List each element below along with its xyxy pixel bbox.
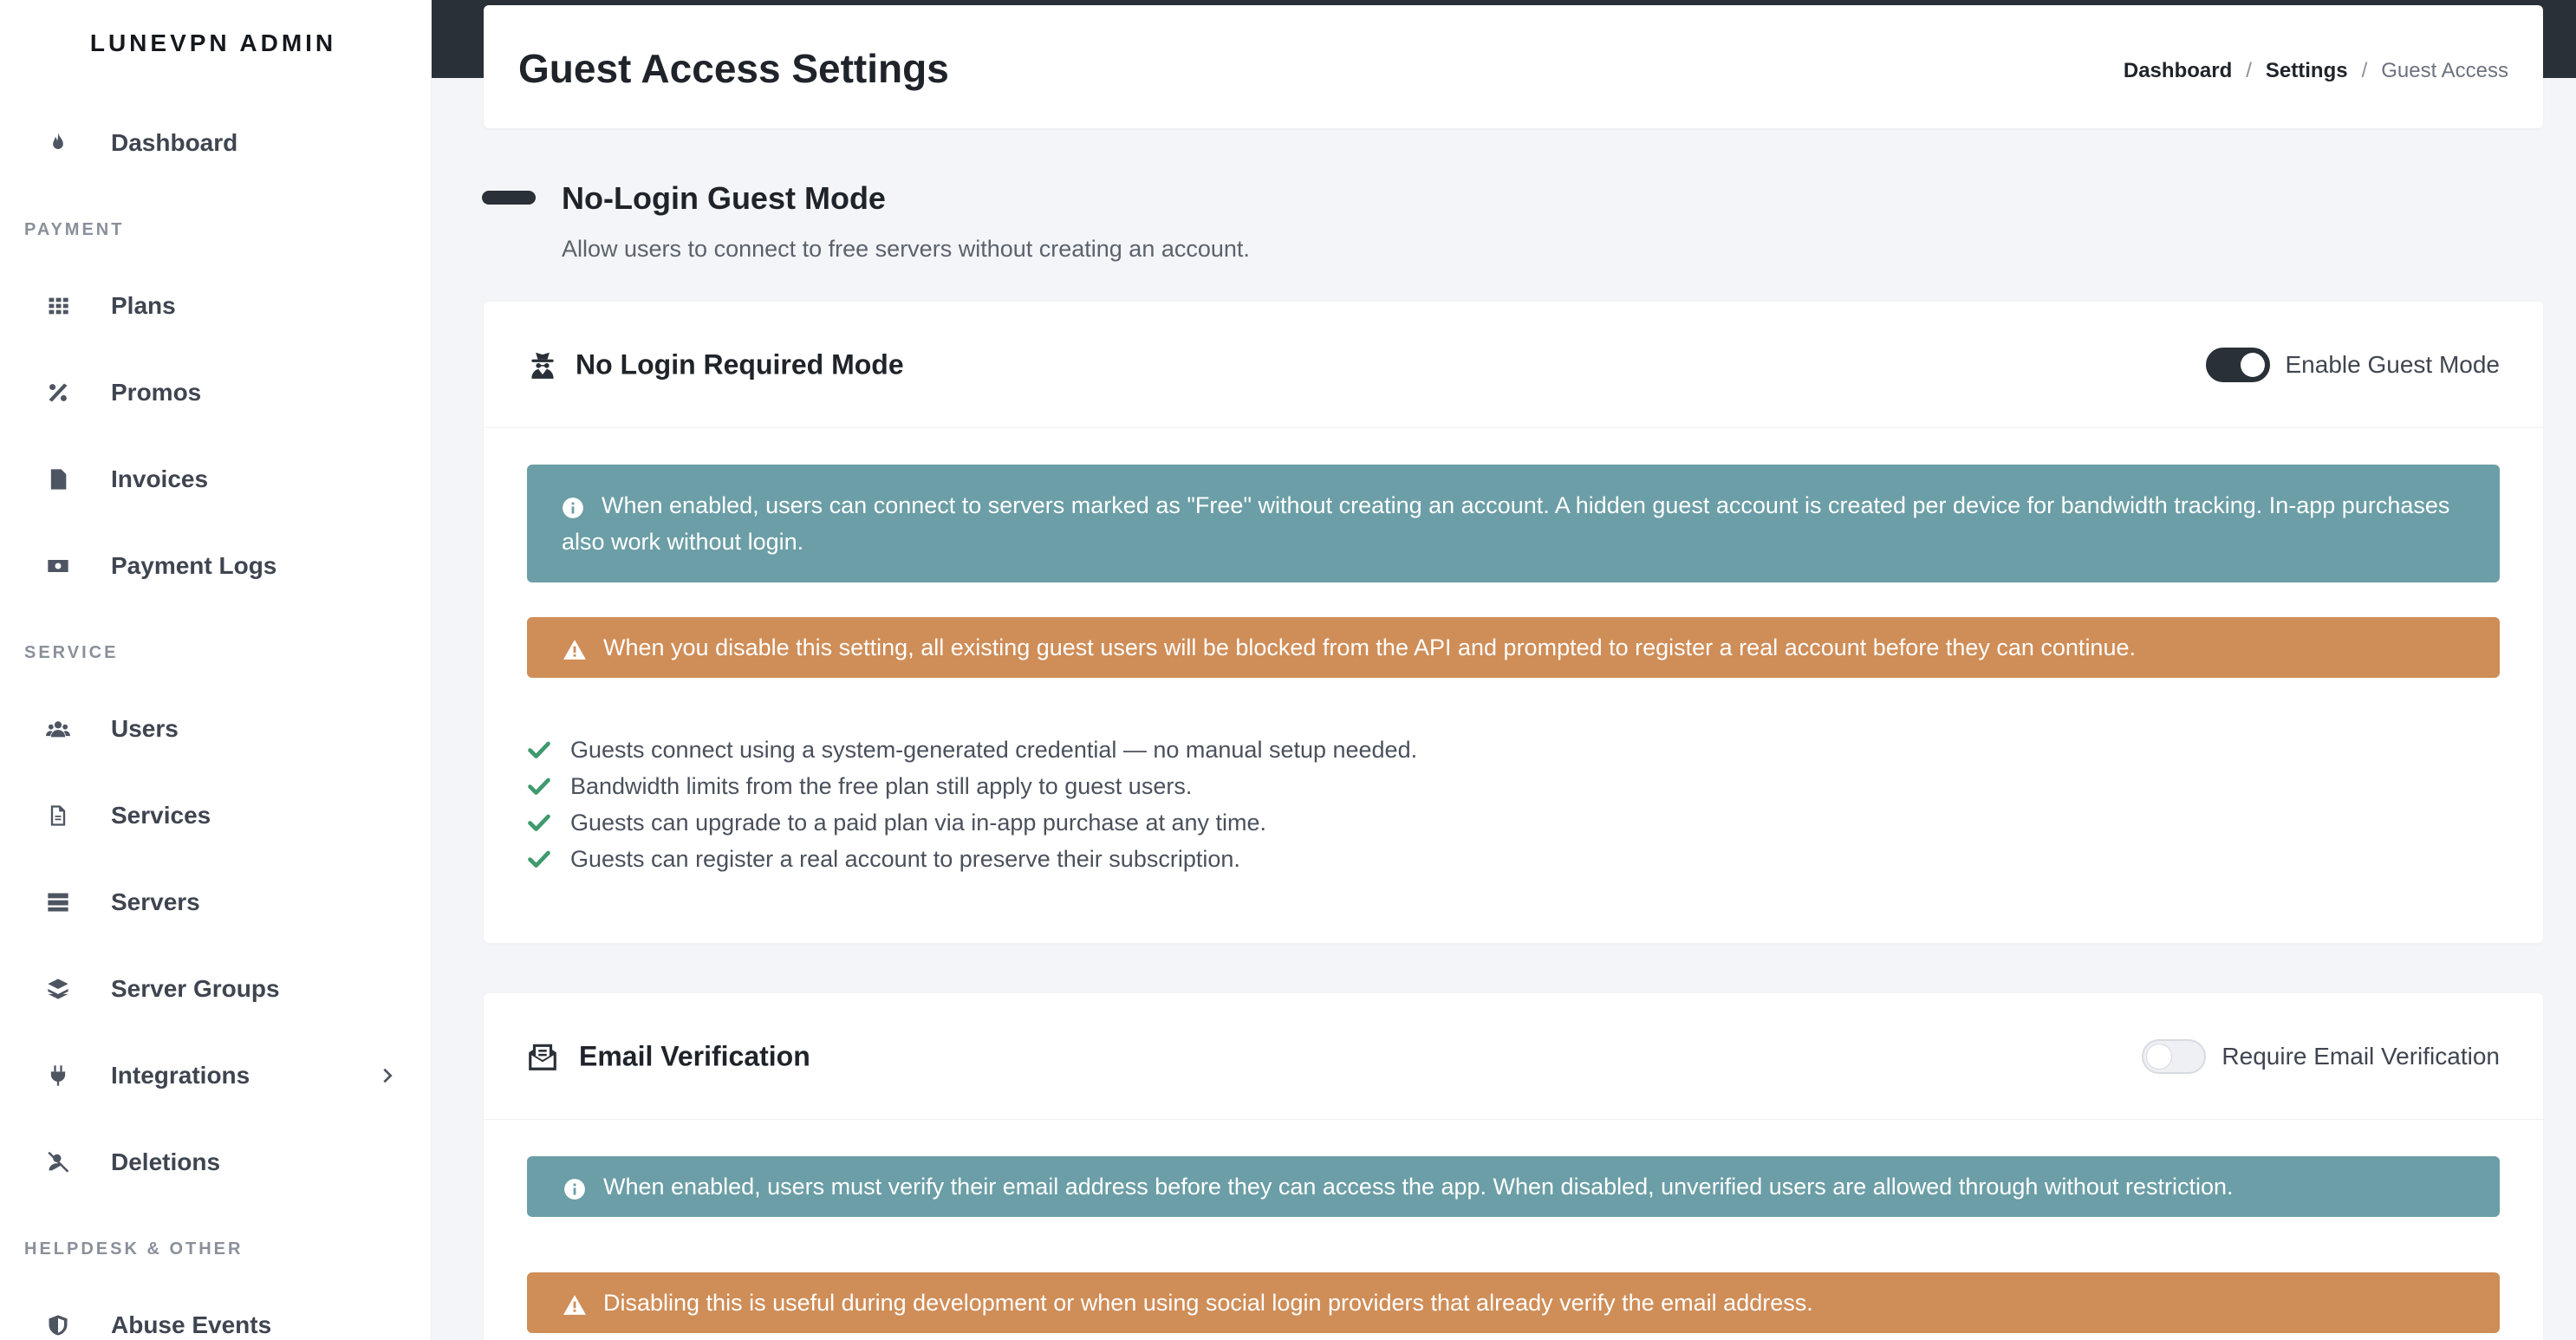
list-item [527,841,1417,877]
grid-icon [43,291,73,321]
server-icon [43,888,73,917]
email-verification-card [484,993,2543,1340]
card-header [484,302,2543,428]
list-item [527,768,1417,804]
check-icon [527,847,551,871]
brand-logo[interactable]: LUNEVPN ADMIN [89,29,337,56]
email-verification-toggle-group [2142,1039,2500,1074]
user-slash-icon [43,1148,73,1177]
plug-icon [43,1061,73,1090]
sidebar-item-integrations[interactable] [0,1045,407,1106]
check-icon [527,810,551,835]
sidebar-item-label: Invoices [111,465,209,492]
list-item-text: Bandwidth limits from the free plan still apply to guest users. [570,772,1193,799]
guest-mode-card [484,302,2543,943]
card-title: No Login Required Mode [576,348,904,380]
user-secret-icon [525,348,560,382]
breadcrumb-dashboard[interactable]: Dashboard [2123,59,2233,82]
sidebar-item-label: Deletions [111,1148,221,1175]
sidebar-item-label: Server Groups [111,975,280,1002]
nav-section-helpdesk: HELPDESK & OTHER [24,1239,244,1259]
sidebar-item-label: Abuse Events [111,1311,272,1338]
percent-icon [43,378,73,407]
page-header [484,5,2543,128]
sidebar-item-deletions[interactable] [0,1132,407,1193]
card-header [484,993,2543,1120]
list-item [527,732,1417,768]
section-accent-bar [482,191,536,205]
breadcrumb [2124,59,2508,83]
section-title: No-Login Guest Mode [562,180,886,216]
chevron-right-icon[interactable] [378,1066,397,1085]
nav-section-payment: PAYMENT [24,220,125,239]
email-verification-toggle[interactable] [2142,1039,2206,1074]
sidebar-item-dashboard[interactable] [0,113,407,173]
sidebar-item-label: Servers [111,888,200,915]
email-warning-alert [527,1272,2500,1333]
guest-mode-toggle-label[interactable]: Enable Guest Mode [2285,350,2500,378]
warning-triangle-icon [563,635,586,658]
sidebar-item-users[interactable] [0,699,407,759]
layers-icon [43,974,73,1004]
card-title: Email Verification [579,1040,810,1071]
sidebar-item-invoices[interactable] [0,449,407,510]
sidebar-item-payment-logs[interactable] [0,536,407,596]
check-icon [527,774,551,798]
toggle-knob [2241,353,2265,377]
guest-mode-toggle-group [2206,348,2501,382]
money-icon [43,551,73,581]
check-icon [527,738,551,762]
guest-warning-text: When you disable this setting, all existing guest users will be blocked from the API and prompted to register a real account before they can continue. [603,634,2136,660]
sidebar-item-server-groups[interactable] [0,959,407,1019]
shield-icon [43,1311,73,1340]
list-item [527,804,1417,841]
breadcrumb-current: Guest Access [2381,59,2508,82]
page-title: Guest Access Settings [518,46,949,91]
file-icon [43,801,73,830]
breadcrumb-separator: / [2246,59,2252,82]
email-info-alert [527,1156,2500,1217]
users-icon [43,714,73,744]
sidebar-item-services[interactable] [0,785,407,846]
sidebar-item-label: Integrations [111,1062,250,1089]
sidebar-item-label: Payment Logs [111,552,277,579]
info-circle-icon [562,493,584,516]
email-verification-toggle-label[interactable]: Require Email Verification [2221,1042,2500,1070]
sidebar [0,0,432,1340]
fire-icon [43,128,73,158]
email-warning-text: Disabling this is useful during development or when using social login providers that already verify the email address. [603,1290,1813,1316]
section-subtitle: Allow users to connect to free servers without creating an account. [562,236,1250,262]
guest-info-alert [527,465,2500,582]
sidebar-item-label: Dashboard [111,129,238,156]
sidebar-item-label: Plans [111,292,176,319]
info-circle-icon [563,1174,586,1197]
sidebar-item-label: Users [111,715,179,742]
sidebar-item-plans[interactable] [0,276,407,336]
invoice-icon [43,465,73,494]
warning-triangle-icon [563,1291,586,1313]
guest-info-text: When enabled, users can connect to servers marked as "Free" without creating an account. A hidden guest account is created per device for bandwidth tracking. In-app purchases also work without login. [562,492,2450,555]
breadcrumb-separator: / [2361,59,2368,82]
sidebar-item-label: Services [111,802,211,829]
guest-feature-list [527,732,1417,877]
sidebar-item-promos[interactable] [0,362,407,423]
sidebar-item-abuse-events[interactable] [0,1295,407,1340]
envelope-open-icon [525,1039,560,1074]
sidebar-item-servers[interactable] [0,872,407,933]
breadcrumb-settings[interactable]: Settings [2265,59,2348,82]
list-item-text: Guests can upgrade to a paid plan via in-app purchase at any time. [570,809,1266,836]
toggle-knob [2147,1044,2171,1069]
guest-mode-toggle[interactable] [2206,348,2270,382]
nav-section-service: SERVICE [24,643,119,662]
email-info-text: When enabled, users must verify their email address before they can access the app. When disabled, unverified users are allowed through without restriction. [603,1174,2234,1200]
list-item-text: Guests connect using a system-generated credential — no manual setup needed. [570,736,1418,763]
sidebar-item-label: Promos [111,379,202,406]
guest-warning-alert [527,617,2500,678]
list-item-text: Guests can register a real account to preserve their subscription. [570,845,1240,872]
